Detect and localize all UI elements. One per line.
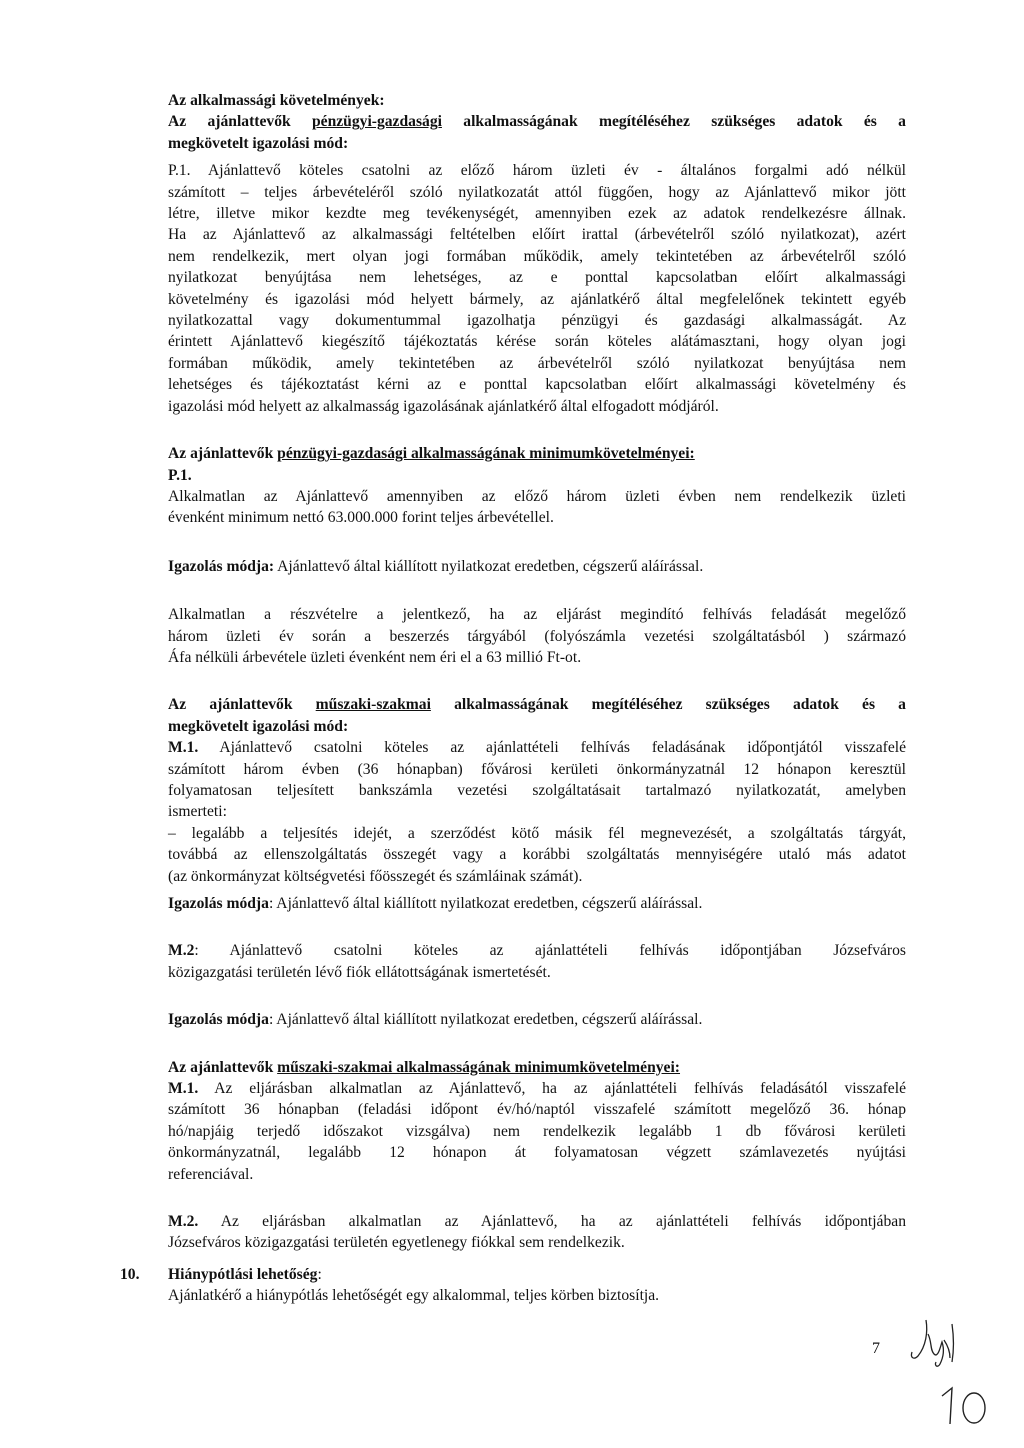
section-10 — [120, 1264, 659, 1307]
m2-line: közigazgatási területén lévő fiók ellátottságának ismertetését. — [168, 963, 551, 981]
section-10-number: 10. — [120, 1266, 140, 1283]
p1-line: nyilatkozattal vagy dokumentummal igazolhatja pénzügyi és gazdasági alkalmasságát. Az — [168, 312, 906, 330]
m2-min-line: Józsefváros közigazgatási területén egyetlenegy fiókkal sem rendelkezik. — [168, 1234, 625, 1252]
alkalmatlan-line: Alkalmatlan a részvételre a jelentkező, ha az eljárást megindító felhívás feladását megelőző — [168, 606, 906, 624]
signature-stroke — [963, 1393, 985, 1423]
signature-stroke — [942, 1388, 952, 1424]
igazolas-modja-m2: Igazolás módja: Ajánlattevő által kiállított nyilatkozat eredetben, cégszerű aláírással. — [168, 1011, 703, 1029]
p1-line: formában működik, amely tekintetében az árbevételről szóló nyilatkozat benyújtása nem — [168, 354, 906, 372]
alkalmatlan-line: Áfa nélküli árbevétele üzleti évenként nem éri el a 63 millió Ft-ot. — [168, 648, 582, 666]
m1-min-line: M.1. Az eljárásban alkalmatlan az Ajánlattevő, ha az ajánlattételi felhívás feladásától visszafelé — [168, 1080, 906, 1098]
heading-muszaki-line1: Az ajánlattevők műszaki-szakmai alkalmasságának megítéléséhez szükséges adatok és a — [168, 696, 906, 714]
p1-min-line: évenként minimum nettó 63.000.000 forint teljes árbevétellel. — [168, 509, 554, 527]
signature-stroke — [944, 1324, 954, 1362]
heading-muszaki-minimum: Az ajánlattevők műszaki-szakmai alkalmasságának minimumkövetelményei: — [168, 1058, 681, 1076]
document-body — [168, 90, 906, 1254]
page-number: 7 — [872, 1340, 880, 1357]
m1-line: M.1. Ajánlattevő csatolni köteles az ajánlattételi felhívás feladásának időpontjától visszafelé — [168, 739, 906, 757]
igazolas-modja-m1: Igazolás módja: Ajánlattevő által kiállított nyilatkozat eredetben, cégszerű aláírással. — [168, 895, 703, 912]
p1-line: Ha az Ajánlattevő az alkalmassági feltételben előírt irattal (árbevételről szóló nyilatkozat), azért — [168, 226, 906, 244]
heading-penzugyi-minimum: Az ajánlattevők pénzügyi-gazdasági alkalmasságának minimumkövetelményei: — [168, 445, 695, 463]
m2-min-line: M.2. Az eljárásban alkalmatlan az Ajánlattevő, ha az ajánlattételi felhívás időpontjában — [168, 1213, 906, 1231]
signature-stroke — [911, 1320, 926, 1358]
p1-line: követelmény és igazolási mód helyett bármely, az ajánlatkérő által megfelelőnek tekintett egyéb — [168, 290, 906, 308]
m1-line: ismerteti: — [168, 803, 227, 821]
heading-muszaki-line2: megkövetelt igazolási mód: — [168, 717, 349, 735]
heading-alkalmassagi-kovetelmenyek: Az alkalmassági követelmények: — [168, 92, 385, 109]
m2-line: M.2: Ajánlattevő csatolni köteles az ajánlattételi felhívás időpontjában Józsefváros — [168, 942, 906, 960]
p1-line: érintett Ajánlattevő kiegészítő tájékoztatás kérése során köteles alátámasztani, hogy olyan jogi — [168, 333, 906, 351]
section-10-title: Hiánypótlási lehetőség — [168, 1266, 318, 1283]
p1-line: nyilatkozat benyújtása nem lehetséges, az e ponttal kapcsolatban előírt alkalmassági — [168, 269, 906, 287]
m1-min-line: referenciával. — [168, 1165, 254, 1183]
m1-min-line: számított 36 hónapban (feladási időpont év/hó/naptól visszafelé számított megelőző 36. hónap — [168, 1101, 906, 1119]
p1-min-line: Alkalmatlan az Ajánlattevő amennyiben az előző három üzleti évben nem rendelkezik üzleti — [168, 487, 906, 505]
p1-min-label: P.1. — [168, 466, 192, 484]
section-10-heading: 10. Hiánypótlási lehetőség: — [120, 1264, 659, 1285]
m1-line: folyamatosan teljesített bankszámla vezetési szolgáltatásait tartalmazó nyilatkozatát, amelyben — [168, 781, 906, 799]
m1-min-line: önkormányzatnál, legalább 12 hónapon át folyamatosan végzett számlavezetés nyújtási — [168, 1144, 906, 1162]
p1-line: számított – teljes árbevételéről szóló nyilatkozatát attól függően, hogy az Ajánlattevő mikor jött — [168, 183, 906, 201]
p1-line: létre, illetve mikor kezdte meg tevékenységét, amennyiben ezek az adatok rendelkezésre állnak. — [168, 205, 906, 223]
heading-penzugyi-line1: Az ajánlattevők pénzügyi-gazdasági alkalmasságának megítéléséhez szükséges adatok és a — [168, 113, 906, 131]
heading-penzugyi-line2: megkövetelt igazolási mód: — [168, 134, 349, 152]
igazolas-modja-p1: Igazolás módja: Ajánlattevő által kiállított nyilatkozat eredetben, cégszerű aláírással. — [168, 557, 704, 575]
m1-line: számított három évben (36 hónapban) fővárosi kerületi önkormányzatnál 12 hónapon keresztül — [168, 760, 906, 778]
alkalmatlan-line: három üzleti év során a beszerzés tárgyából (folyószámla vezetési szolgáltatásból ) származó — [168, 627, 906, 645]
section-10-text: Ajánlatkérő a hiánypótlás lehetőségét egy alkalommal, teljes körben biztosítja. — [168, 1287, 660, 1305]
p1-line: lehetséges és tájékoztatást kérni az e ponttal kapcsolatban előírt alkalmassági követelmény és — [168, 376, 906, 394]
p1-line: igazolási mód helyett az alkalmasság igazolásának ajánlatkérő által elfogadott módjáról. — [168, 397, 719, 415]
p1-line: P.1. Ajánlattevő köteles csatolni az előző három üzleti év - általános forgalmi adó nélkül — [168, 162, 906, 180]
m1-line: – legalább a teljesítés idejét, a szerződést kötő másik fél megnevezését, a szolgáltatás tárgyát, — [168, 824, 906, 842]
signature-stroke — [928, 1334, 943, 1366]
m1-line: (az önkormányzat költségvetési főösszegét és számláinak számát). — [168, 867, 583, 885]
p1-line: nem rendelkezik, mert olyan jogi formában működik, amely tekintetében az árbevételről szóló — [168, 247, 906, 265]
m1-line: továbbá az ellenszolgáltatás összegét vagy a korábbi szolgáltatás mennyiségére utaló más adatot — [168, 846, 906, 864]
handwritten-signature — [900, 1312, 1010, 1436]
m1-min-line: hó/napjáig terjedő időszakot vizsgálva) nem rendelkezik legalább 1 db fővárosi kerületi — [168, 1122, 906, 1140]
